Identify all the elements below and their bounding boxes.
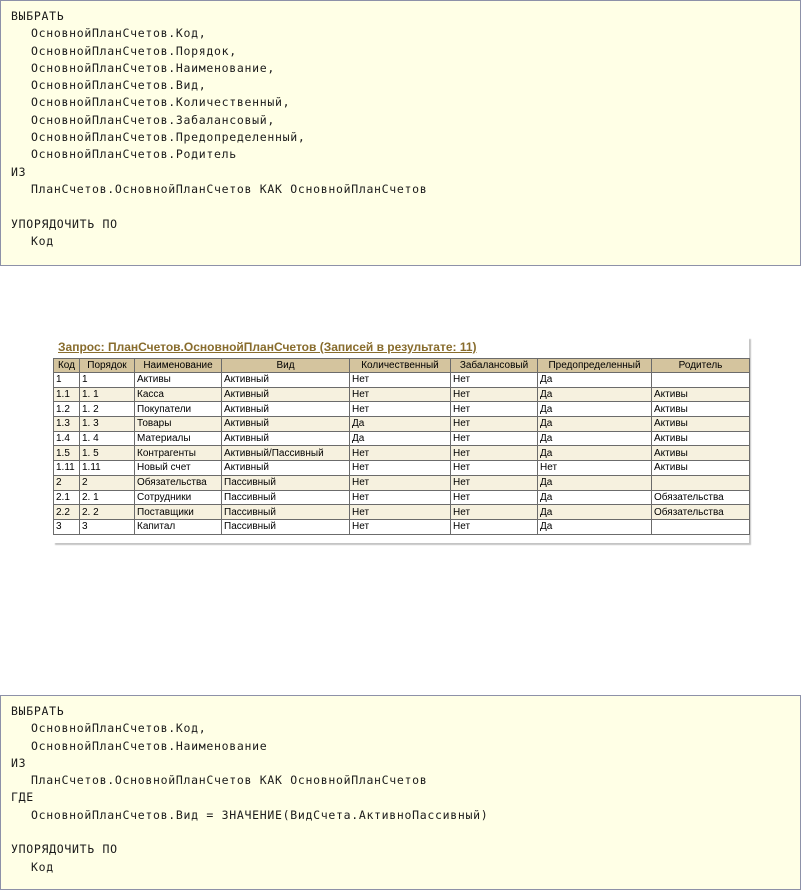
column-header-parent: Родитель bbox=[652, 359, 750, 373]
column-header-order: Порядок bbox=[80, 359, 135, 373]
code-line: ОсновнойПланСчетов.Количественный, bbox=[31, 95, 291, 110]
cell-order: 2. 2 bbox=[80, 505, 135, 520]
cell-type: Пассивный bbox=[222, 505, 350, 520]
table-row bbox=[54, 505, 750, 520]
column-header-name: Наименование bbox=[135, 359, 222, 373]
cell-parent bbox=[652, 519, 750, 534]
cell-parent bbox=[652, 475, 750, 490]
cell-name: Контрагенты bbox=[135, 446, 222, 461]
cell-predefined: Нет bbox=[538, 461, 652, 476]
cell-name: Новый счет bbox=[135, 461, 222, 476]
column-header-predefined: Предопределенный bbox=[538, 359, 652, 373]
code-line: ОсновнойПланСчетов.Забалансовый, bbox=[31, 112, 275, 127]
cell-parent: Активы bbox=[652, 387, 750, 402]
query-result-body bbox=[54, 373, 750, 535]
code-line: УПОРЯДОЧИТЬ ПО bbox=[11, 216, 118, 231]
cell-parent bbox=[652, 373, 750, 388]
cell-code: 1.1 bbox=[54, 387, 80, 402]
cell-quantitative: Нет bbox=[350, 519, 451, 534]
code-line: ПланСчетов.ОсновнойПланСчетов КАК ОсновнойПланСчетов bbox=[31, 773, 428, 788]
cell-parent: Активы bbox=[652, 461, 750, 476]
query-code-block-1 bbox=[0, 0, 801, 266]
cell-quantitative: Нет bbox=[350, 373, 451, 388]
cell-type: Активный/Пассивный bbox=[222, 446, 350, 461]
cell-order: 1 bbox=[80, 373, 135, 388]
cell-quantitative: Нет bbox=[350, 505, 451, 520]
cell-off-balance: Нет bbox=[451, 417, 538, 432]
cell-code: 2.2 bbox=[54, 505, 80, 520]
cell-type: Активный bbox=[222, 431, 350, 446]
cell-off-balance: Нет bbox=[451, 519, 538, 534]
cell-code: 3 bbox=[54, 519, 80, 534]
cell-parent: Обязательства bbox=[652, 490, 750, 505]
code-line: ВЫБРАТЬ bbox=[11, 704, 65, 718]
cell-parent: Активы bbox=[652, 417, 750, 432]
query-result-panel bbox=[53, 337, 749, 543]
code-line: ОсновнойПланСчетов.Родитель bbox=[31, 147, 237, 162]
cell-parent: Активы bbox=[652, 402, 750, 417]
code-line: ОсновнойПланСчетов.Код, bbox=[31, 26, 207, 41]
cell-name: Касса bbox=[135, 387, 222, 402]
cell-code: 1.3 bbox=[54, 417, 80, 432]
cell-order: 1. 5 bbox=[80, 446, 135, 461]
cell-parent: Активы bbox=[652, 431, 750, 446]
cell-type: Активный bbox=[222, 402, 350, 417]
cell-name: Активы bbox=[135, 373, 222, 388]
cell-predefined: Да bbox=[538, 490, 652, 505]
cell-order: 2. 1 bbox=[80, 490, 135, 505]
cell-off-balance: Нет bbox=[451, 387, 538, 402]
cell-name: Сотрудники bbox=[135, 490, 222, 505]
code-line: ОсновнойПланСчетов.Порядок, bbox=[31, 43, 237, 58]
cell-type: Пассивный bbox=[222, 475, 350, 490]
column-header-quantitative: Количественный bbox=[350, 359, 451, 373]
table-row bbox=[54, 519, 750, 534]
cell-predefined: Да bbox=[538, 446, 652, 461]
code-line: ИЗ bbox=[11, 755, 27, 770]
query-result-table bbox=[53, 358, 750, 535]
cell-order: 1. 1 bbox=[80, 387, 135, 402]
cell-code: 1.11 bbox=[54, 461, 80, 476]
cell-predefined: Да bbox=[538, 417, 652, 432]
table-row bbox=[54, 417, 750, 432]
cell-predefined: Да bbox=[538, 373, 652, 388]
cell-name: Материалы bbox=[135, 431, 222, 446]
cell-quantitative: Нет bbox=[350, 402, 451, 417]
code-line: ОсновнойПланСчетов.Наименование bbox=[31, 738, 268, 753]
cell-off-balance: Нет bbox=[451, 490, 538, 505]
cell-name: Капитал bbox=[135, 519, 222, 534]
cell-quantitative: Да bbox=[350, 417, 451, 432]
code-line: ОсновнойПланСчетов.Вид = ЗНАЧЕНИЕ(ВидСчета.АктивноПассивный) bbox=[31, 807, 489, 822]
cell-name: Обязательства bbox=[135, 475, 222, 490]
cell-code: 2.1 bbox=[54, 490, 80, 505]
cell-off-balance: Нет bbox=[451, 431, 538, 446]
cell-type: Активный bbox=[222, 417, 350, 432]
cell-quantitative: Нет bbox=[350, 387, 451, 402]
cell-quantitative: Нет bbox=[350, 490, 451, 505]
cell-order: 3 bbox=[80, 519, 135, 534]
cell-order: 1. 4 bbox=[80, 431, 135, 446]
cell-code: 1 bbox=[54, 373, 80, 388]
table-row bbox=[54, 373, 750, 388]
cell-predefined: Да bbox=[538, 505, 652, 520]
cell-predefined: Да bbox=[538, 519, 652, 534]
cell-type: Пассивный bbox=[222, 519, 350, 534]
cell-type: Активный bbox=[222, 373, 350, 388]
table-row bbox=[54, 446, 750, 461]
query-result-title: Запрос: ПланСчетов.ОсновнойПланСчетов (Записей в результате: 11) bbox=[58, 340, 477, 354]
cell-quantitative: Нет bbox=[350, 475, 451, 490]
table-header-row bbox=[54, 359, 750, 373]
code-line: Код bbox=[31, 233, 54, 248]
cell-type: Активный bbox=[222, 461, 350, 476]
cell-order: 2 bbox=[80, 475, 135, 490]
cell-parent: Активы bbox=[652, 446, 750, 461]
cell-off-balance: Нет bbox=[451, 461, 538, 476]
table-row bbox=[54, 475, 750, 490]
cell-code: 1.4 bbox=[54, 431, 80, 446]
cell-name: Покупатели bbox=[135, 402, 222, 417]
table-row bbox=[54, 431, 750, 446]
cell-order: 1. 3 bbox=[80, 417, 135, 432]
cell-off-balance: Нет bbox=[451, 402, 538, 417]
code-line: ОсновнойПланСчетов.Код, bbox=[31, 721, 207, 736]
cell-predefined: Да bbox=[538, 431, 652, 446]
code-line: Код bbox=[31, 859, 54, 874]
cell-name: Товары bbox=[135, 417, 222, 432]
cell-order: 1.11 bbox=[80, 461, 135, 476]
code-line: ОсновнойПланСчетов.Наименование, bbox=[31, 60, 275, 75]
code-line: ОсновнойПланСчетов.Вид, bbox=[31, 78, 207, 93]
table-row bbox=[54, 387, 750, 402]
table-row bbox=[54, 461, 750, 476]
column-header-type: Вид bbox=[222, 359, 350, 373]
cell-code: 1.2 bbox=[54, 402, 80, 417]
cell-predefined: Да bbox=[538, 387, 652, 402]
cell-off-balance: Нет bbox=[451, 505, 538, 520]
cell-code: 1.5 bbox=[54, 446, 80, 461]
code-line: ПланСчетов.ОсновнойПланСчетов КАК ОсновнойПланСчетов bbox=[31, 181, 428, 196]
cell-code: 2 bbox=[54, 475, 80, 490]
code-line: ВЫБРАТЬ bbox=[11, 9, 65, 23]
table-row bbox=[54, 490, 750, 505]
column-header-off-balance: Забалансовый bbox=[451, 359, 538, 373]
cell-quantitative: Нет bbox=[350, 461, 451, 476]
query-code-block-2 bbox=[0, 695, 801, 890]
cell-name: Поставщики bbox=[135, 505, 222, 520]
cell-type: Пассивный bbox=[222, 490, 350, 505]
code-line: ГДЕ bbox=[11, 790, 34, 805]
code-line: ОсновнойПланСчетов.Предопределенный, bbox=[31, 130, 306, 145]
table-row bbox=[54, 402, 750, 417]
cell-off-balance: Нет bbox=[451, 446, 538, 461]
cell-parent: Обязательства bbox=[652, 505, 750, 520]
cell-predefined: Да bbox=[538, 402, 652, 417]
cell-off-balance: Нет bbox=[451, 373, 538, 388]
cell-quantitative: Нет bbox=[350, 446, 451, 461]
code-line bbox=[1, 824, 800, 841]
cell-predefined: Да bbox=[538, 475, 652, 490]
code-line: ИЗ bbox=[11, 164, 27, 179]
code-line: УПОРЯДОЧИТЬ ПО bbox=[11, 842, 118, 857]
column-header-code: Код bbox=[54, 359, 80, 373]
cell-order: 1. 2 bbox=[80, 402, 135, 417]
cell-quantitative: Да bbox=[350, 431, 451, 446]
code-line bbox=[1, 198, 800, 215]
cell-type: Активный bbox=[222, 387, 350, 402]
cell-off-balance: Нет bbox=[451, 475, 538, 490]
